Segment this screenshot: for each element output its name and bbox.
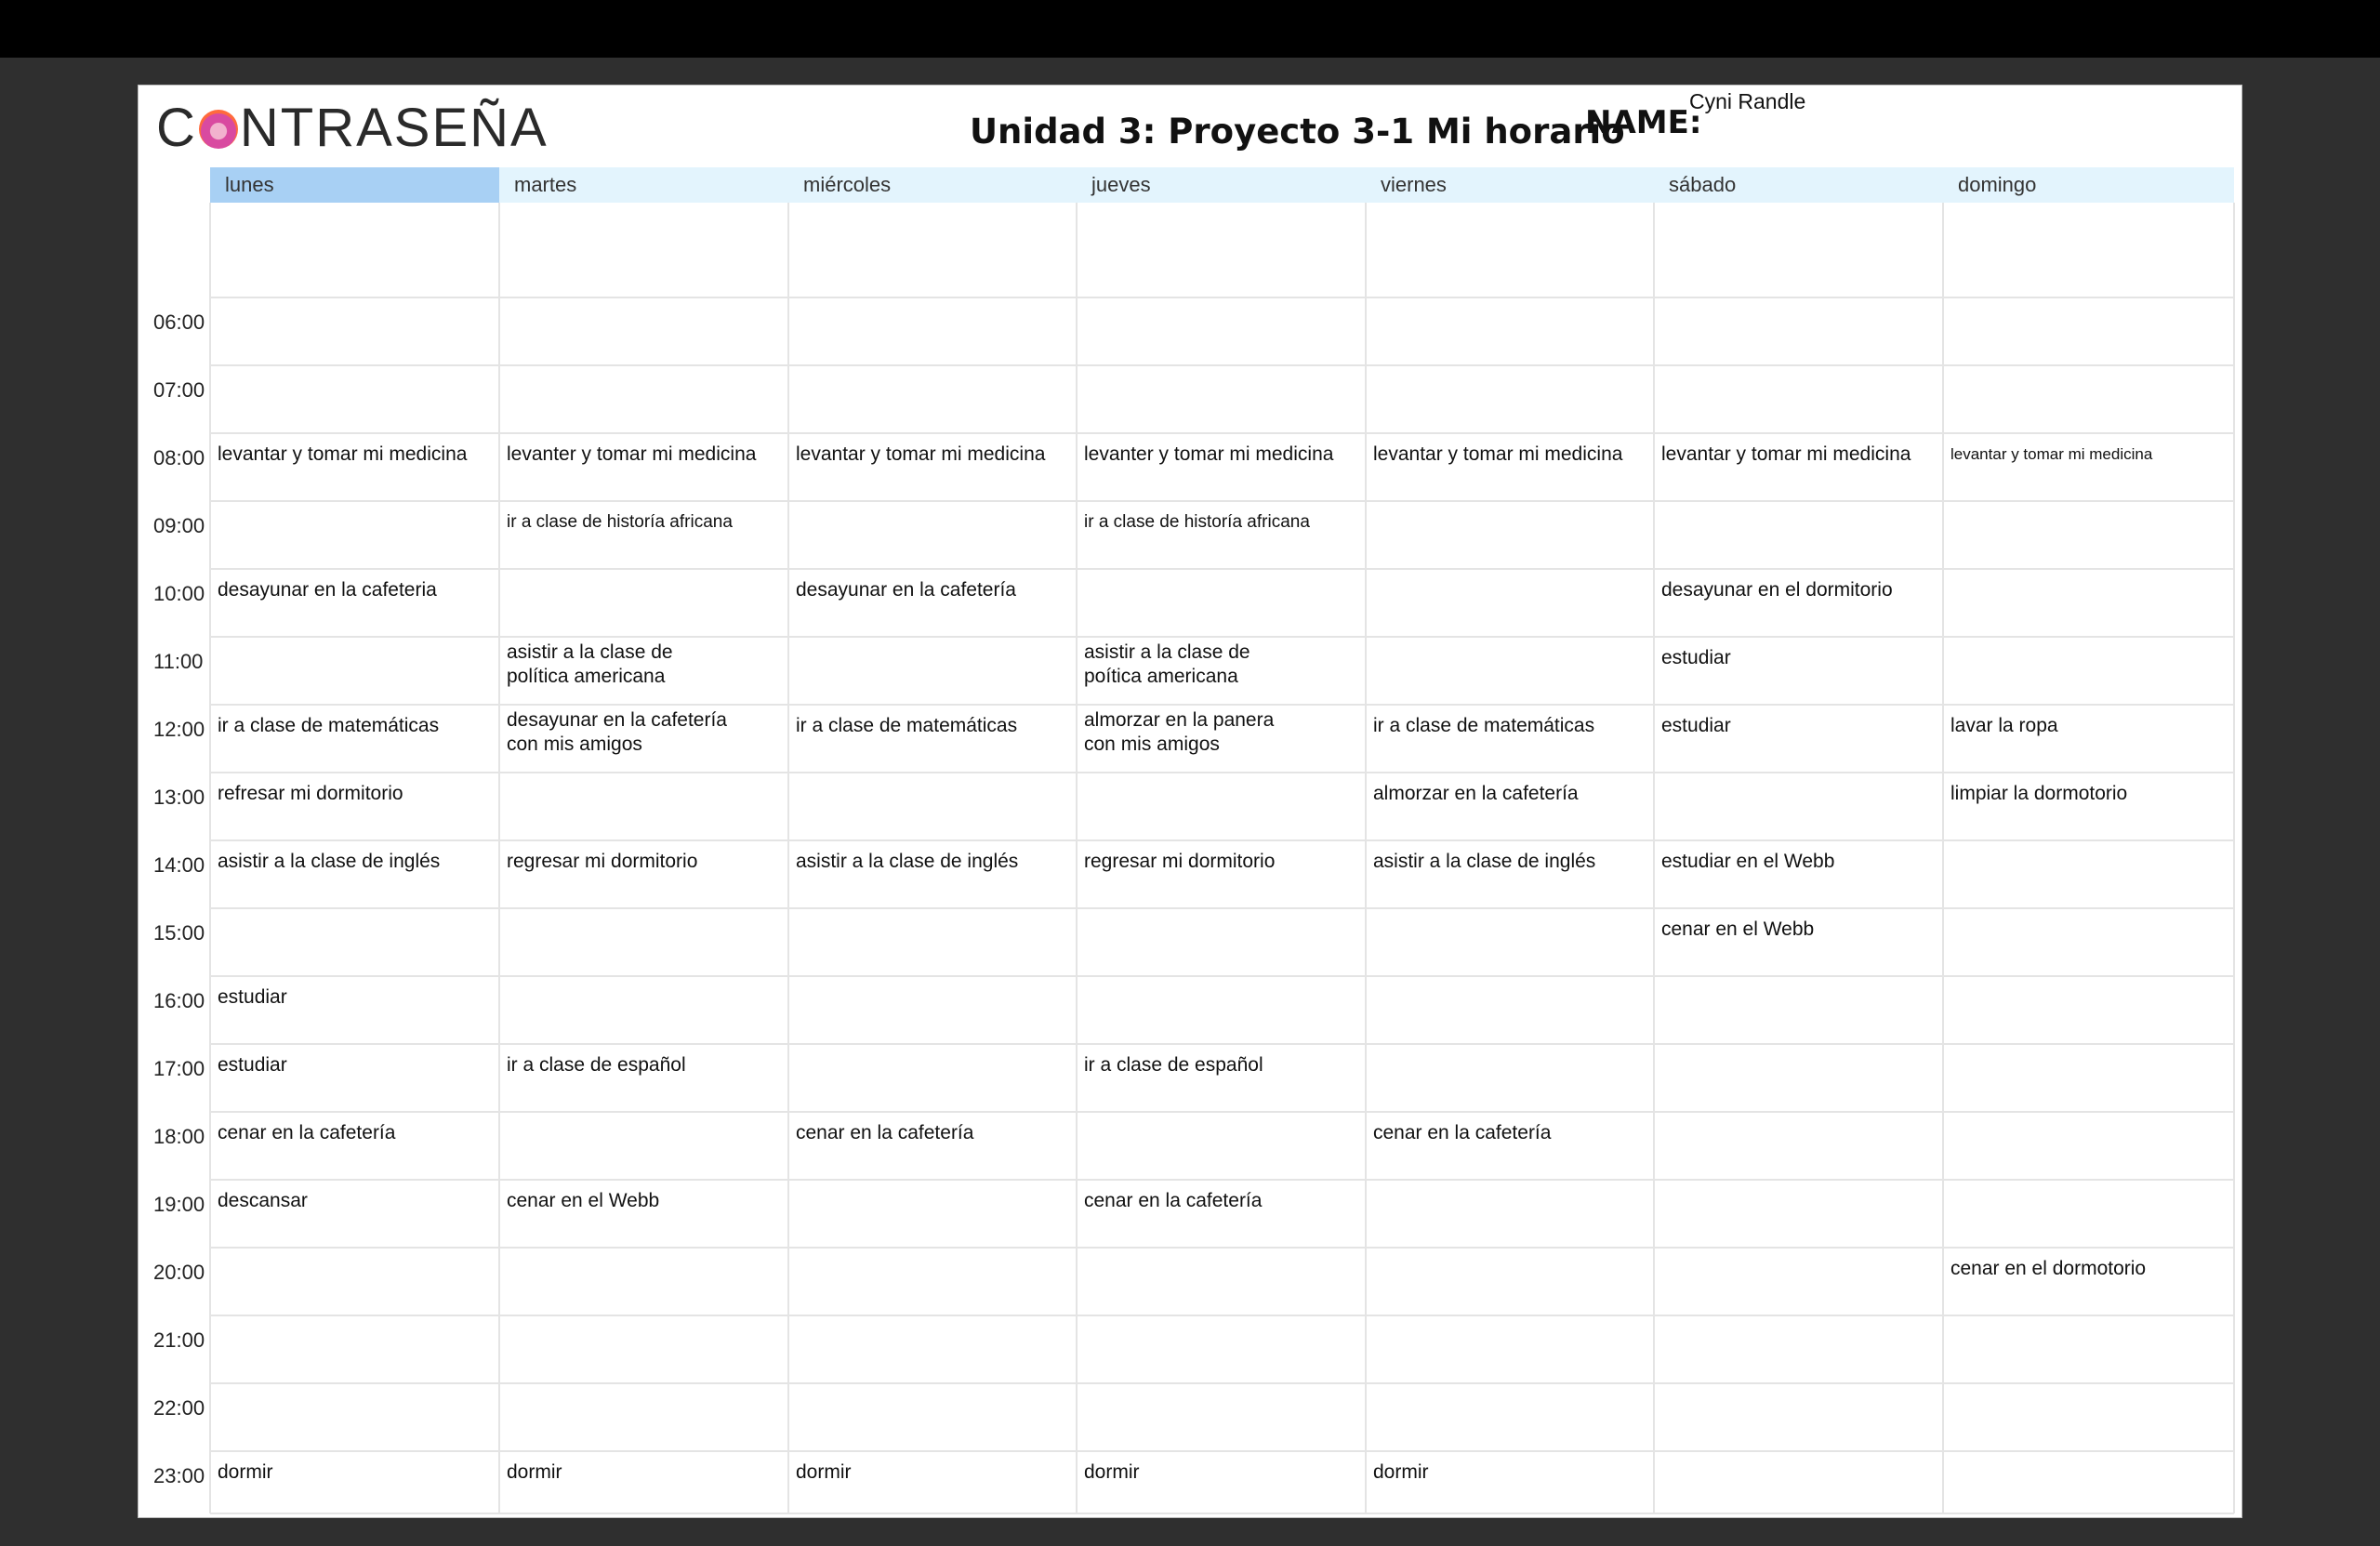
schedule-entry-line: levanter y tomar mi medicina [507, 443, 757, 465]
schedule-entry [1373, 443, 1622, 467]
time-label: 18:00 [153, 1125, 205, 1148]
schedule-entry-line: cenar en la cafetería [1084, 1190, 1263, 1211]
time-label: 07:00 [153, 378, 205, 402]
schedule-entry [218, 578, 437, 602]
time-label: 11:00 [153, 650, 204, 673]
row-divider [210, 1315, 2234, 1316]
schedule-entry [218, 850, 440, 874]
schedule-entry-line: ir a clase de matemáticas [796, 715, 1018, 736]
schedule-entry-line: dormir [1373, 1461, 1429, 1483]
day-header-5[interactable]: viernes [1381, 173, 1447, 196]
row-divider [210, 1382, 2234, 1384]
schedule-entry-line: estudiar [218, 1054, 287, 1076]
schedule-entry [1661, 646, 1731, 670]
schedule-entry [507, 1053, 686, 1077]
schedule-entry [218, 714, 439, 738]
page-title: Unidad 3: Proyecto 3-1 Mi horario [970, 112, 1625, 152]
time-label: 20:00 [153, 1261, 205, 1284]
row-divider [210, 907, 2234, 909]
schedule-entry-line: ir a clase de español [507, 1054, 686, 1076]
schedule-entry-line: lavar la ropa [1950, 715, 2058, 736]
schedule-entry-line: desayunar en el dormitorio [1661, 579, 1893, 601]
time-label: 09:00 [153, 514, 205, 537]
column-divider [209, 203, 211, 1513]
schedule-entry [218, 1053, 287, 1077]
schedule-entry [218, 985, 287, 1010]
schedule-entry-line: levantar y tomar mi medicina [796, 443, 1046, 465]
schedule-entry-line: dormir [507, 1461, 562, 1483]
column-divider [1076, 203, 1078, 1513]
column-divider [1653, 203, 1655, 1513]
schedule-entry [1661, 918, 1814, 942]
schedule-entry-line: levanter y tomar mi medicina [1084, 443, 1334, 465]
row-divider [210, 1513, 2234, 1514]
schedule-entry [1661, 443, 1911, 467]
schedule-entry [1084, 850, 1275, 874]
schedule-entry-line: cenar en el Webb [1661, 918, 1815, 940]
schedule-entry-line: almorzar en la panera [1084, 709, 1275, 731]
row-divider [210, 364, 2234, 366]
schedule-entry-line: ir a clase de historía africana [1084, 512, 1310, 532]
schedule-entry-line: limpiar la dormotorio [1950, 783, 2128, 804]
schedule-entry-line: desayunar en la cafetería [507, 709, 727, 731]
schedule-entry [1950, 1257, 2146, 1281]
schedule-entry-line: dormir [1084, 1461, 1140, 1483]
schedule-entry-line: cenar en la cafetería [796, 1122, 974, 1143]
logo-text-end: NTRASEÑA [239, 98, 549, 158]
time-label: 13:00 [153, 786, 205, 809]
schedule-entry-line: asistir a la clase de [1084, 641, 1250, 663]
schedule-entry-line: levantar y tomar mi medicina [1950, 445, 2153, 463]
schedule-entry-line: regresar mi dormitorio [507, 851, 698, 872]
schedule-entry-line: estudiar [1661, 715, 1731, 736]
time-label: 10:00 [153, 582, 205, 605]
schedule-entry [1661, 850, 1834, 874]
schedule-entry-line: política americana [507, 666, 666, 687]
schedule-entry [796, 1460, 852, 1485]
logo-text-start: C [156, 98, 197, 158]
schedule-sheet [138, 85, 2242, 1518]
name-value: Cyni Randle [1689, 89, 1806, 113]
day-header-1[interactable]: lunes [210, 167, 499, 203]
schedule-entry-line: estudiar [1661, 647, 1731, 668]
schedule-entry [1950, 782, 2127, 806]
schedule-entry [796, 1121, 973, 1145]
schedule-entry [1084, 443, 1333, 467]
schedule-entry-line: dormir [796, 1461, 852, 1483]
row-divider [210, 704, 2234, 706]
row-divider [210, 297, 2234, 298]
schedule-entry [1084, 1460, 1140, 1485]
time-label: 15:00 [153, 921, 205, 945]
schedule-entry [507, 1460, 562, 1485]
schedule-entry [218, 1121, 395, 1145]
row-divider [210, 975, 2234, 977]
time-label: 17:00 [153, 1057, 205, 1080]
schedule-entry [1661, 578, 1893, 602]
schedule-entry [507, 443, 756, 467]
row-divider [210, 1247, 2234, 1249]
schedule-entry [218, 1460, 273, 1485]
row-divider [210, 568, 2234, 570]
row-divider [210, 500, 2234, 502]
schedule-entry [218, 443, 467, 467]
schedule-entry-line: levantar y tomar mi medicina [1661, 443, 1911, 465]
row-divider [210, 1450, 2234, 1452]
time-label: 14:00 [153, 853, 205, 877]
day-header-2[interactable]: martes [514, 173, 577, 196]
schedule-entry-line: ir a clase de historía africana [507, 512, 733, 532]
schedule-entry [218, 1189, 308, 1213]
schedule-entry-line: ir a clase de matemáticas [1373, 715, 1595, 736]
schedule-entry-line: asistir a la clase de [507, 641, 673, 663]
schedule-entry [507, 708, 727, 757]
schedule-entry-line: poítica americana [1084, 666, 1238, 687]
schedule-entry-line: descansar [218, 1190, 308, 1211]
time-label: 08:00 [153, 446, 205, 469]
schedule-entry-line: asistir a la clase de inglés [796, 851, 1019, 872]
schedule-entry-line: ir a clase de matemáticas [218, 715, 440, 736]
schedule-entry [1373, 782, 1579, 806]
day-header-3[interactable]: miércoles [803, 173, 892, 196]
schedule-entry-line: levantar y tomar mi medicina [1373, 443, 1623, 465]
column-divider [1365, 203, 1367, 1513]
row-divider [210, 636, 2234, 638]
row-divider [210, 839, 2234, 841]
column-divider [1942, 203, 1944, 1513]
schedule-entry-line: desayunar en la cafeteria [218, 579, 437, 601]
schedule-entry [1373, 1121, 1551, 1145]
time-label: 16:00 [153, 989, 205, 1012]
schedule-entry-line: con mis amigos [1084, 733, 1220, 755]
row-divider [210, 772, 2234, 773]
schedule-entry [507, 510, 733, 535]
schedule-entry [1084, 1053, 1263, 1077]
schedule-entry-line: desayunar en la cafetería [796, 579, 1016, 601]
contrasena-logo [156, 97, 549, 159]
schedule-entry [1084, 641, 1250, 689]
time-label: 12:00 [153, 718, 205, 741]
schedule-entry-line: levantar y tomar mi medicina [218, 443, 468, 465]
schedule-entry-line: refresar mi dormitorio [218, 783, 403, 804]
schedule-entry-line: estudiar [218, 986, 287, 1008]
column-divider [787, 203, 789, 1513]
schedule-entry [218, 782, 403, 806]
schedule-entry-line: regresar mi dormitorio [1084, 851, 1276, 872]
schedule-entry [1373, 714, 1594, 738]
schedule-entry [507, 850, 697, 874]
schedule-entry-line: cenar en la cafetería [218, 1122, 396, 1143]
schedule-entry [796, 443, 1045, 467]
name-label: NAME: [1585, 104, 1702, 141]
day-header-6[interactable]: sábado [1669, 173, 1737, 196]
fingerprint-logo-icon [199, 110, 238, 149]
day-header-7[interactable]: domingo [1958, 173, 2037, 196]
schedule-entry [1084, 1189, 1262, 1213]
time-label: 22:00 [153, 1396, 205, 1420]
schedule-entry [1950, 443, 2152, 467]
time-label: 06:00 [153, 311, 205, 334]
schedule-entry-line: cenar en el Webb [507, 1190, 660, 1211]
schedule-entry [1950, 714, 2058, 738]
schedule-entry [1084, 510, 1310, 535]
schedule-entry-line: asistir a la clase de inglés [218, 851, 441, 872]
schedule-entry-line: almorzar en la cafetería [1373, 783, 1579, 804]
row-divider [210, 1179, 2234, 1181]
schedule-entry [507, 1189, 659, 1213]
schedule-entry-line: asistir a la clase de inglés [1373, 851, 1596, 872]
schedule-entry-line: estudiar en el Webb [1661, 851, 1835, 872]
top-bar [0, 0, 2380, 58]
time-label: 23:00 [153, 1464, 205, 1487]
schedule-entry [796, 850, 1018, 874]
schedule-entry-line: con mis amigos [507, 733, 642, 755]
column-divider [2233, 203, 2235, 1513]
row-divider [210, 432, 2234, 434]
column-divider [498, 203, 500, 1513]
schedule-entry [796, 714, 1017, 738]
row-divider [210, 1043, 2234, 1045]
schedule-entry [507, 641, 673, 689]
schedule-entry-line: dormir [218, 1461, 273, 1483]
time-label: 21:00 [153, 1328, 205, 1352]
day-header-4[interactable]: jueves [1091, 173, 1151, 196]
schedule-entry [1373, 1460, 1429, 1485]
schedule-entry-line: cenar en el dormotorio [1950, 1258, 2147, 1279]
schedule-entry [1373, 850, 1595, 874]
schedule-entry [1084, 708, 1274, 757]
schedule-entry [796, 578, 1016, 602]
row-divider [210, 1111, 2234, 1113]
schedule-entry-line: cenar en la cafetería [1373, 1122, 1552, 1143]
schedule-entry [1661, 714, 1731, 738]
schedule-entry-line: ir a clase de español [1084, 1054, 1263, 1076]
time-label: 19:00 [153, 1193, 205, 1216]
